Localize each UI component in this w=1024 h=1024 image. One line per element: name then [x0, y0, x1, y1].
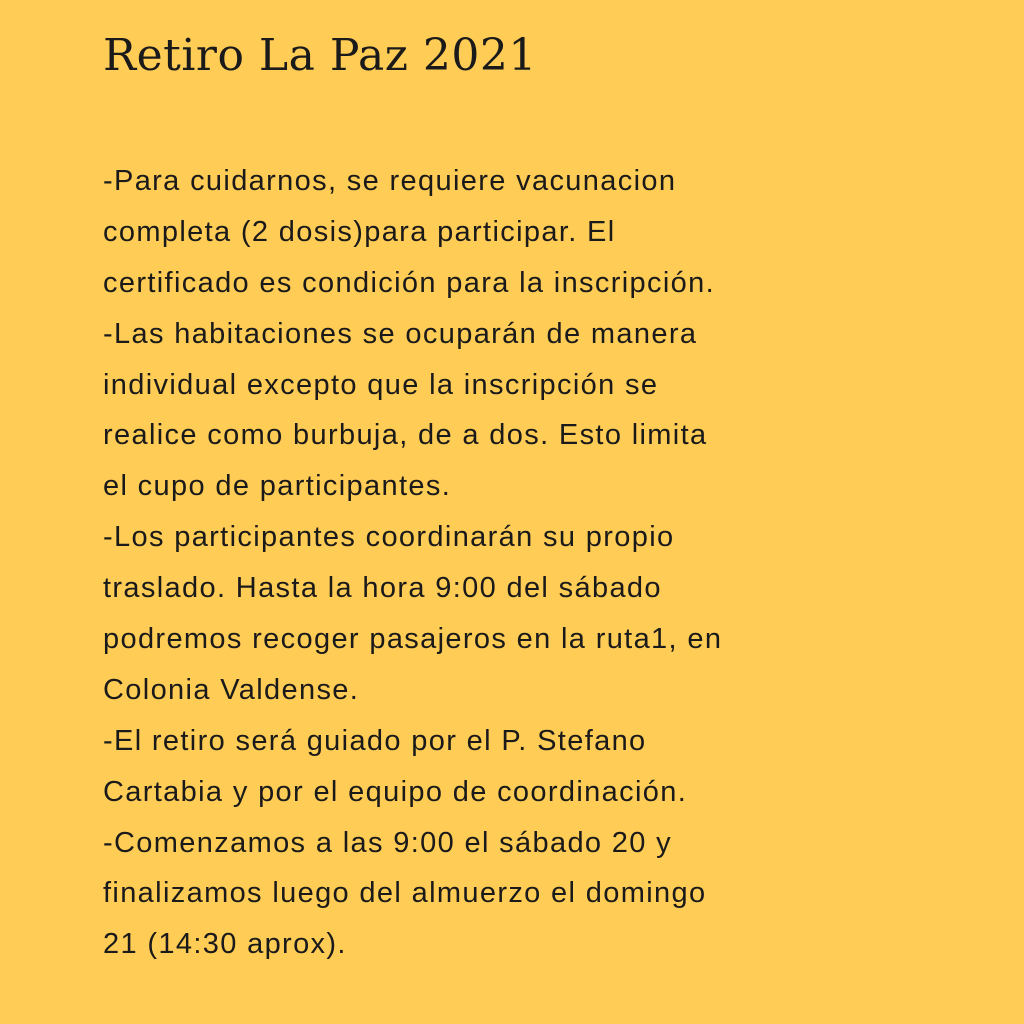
text-line: 21 (14:30 aprox).: [103, 928, 347, 961]
text-line: individual excepto que la inscripción se: [103, 368, 659, 401]
text-line: finalizamos luego del almuerzo el domingo: [103, 877, 707, 910]
text-line: completa (2 dosis)para participar. El: [103, 215, 616, 248]
text-line: traslado. Hasta la hora 9:00 del sábado: [103, 572, 662, 605]
info-text-block: [103, 156, 883, 970]
text-line: -El retiro será guiado por el P. Stefano: [103, 724, 647, 757]
page-title: Retiro La Paz 2021: [103, 30, 537, 81]
text-line: Colonia Valdense.: [103, 673, 360, 706]
text-line: -Para cuidarnos, se requiere vacunacion: [103, 165, 677, 197]
text-line: Cartabia y por el equipo de coordinación.: [103, 775, 688, 808]
text-line: certificado es condición para la inscripción.: [103, 266, 716, 299]
text-line: el cupo de participantes.: [103, 470, 452, 503]
text-line: podremos recoger pasajeros en la ruta1, en: [103, 623, 723, 656]
text-line: -Los participantes coordinarán su propio: [103, 521, 675, 554]
text-line: -Comenzamos a las 9:00 el sábado 20 y: [103, 826, 673, 859]
text-line: realice como burbuja, de a dos. Esto limita: [103, 419, 708, 452]
text-line: -Las habitaciones se ocuparán de manera: [103, 317, 698, 350]
